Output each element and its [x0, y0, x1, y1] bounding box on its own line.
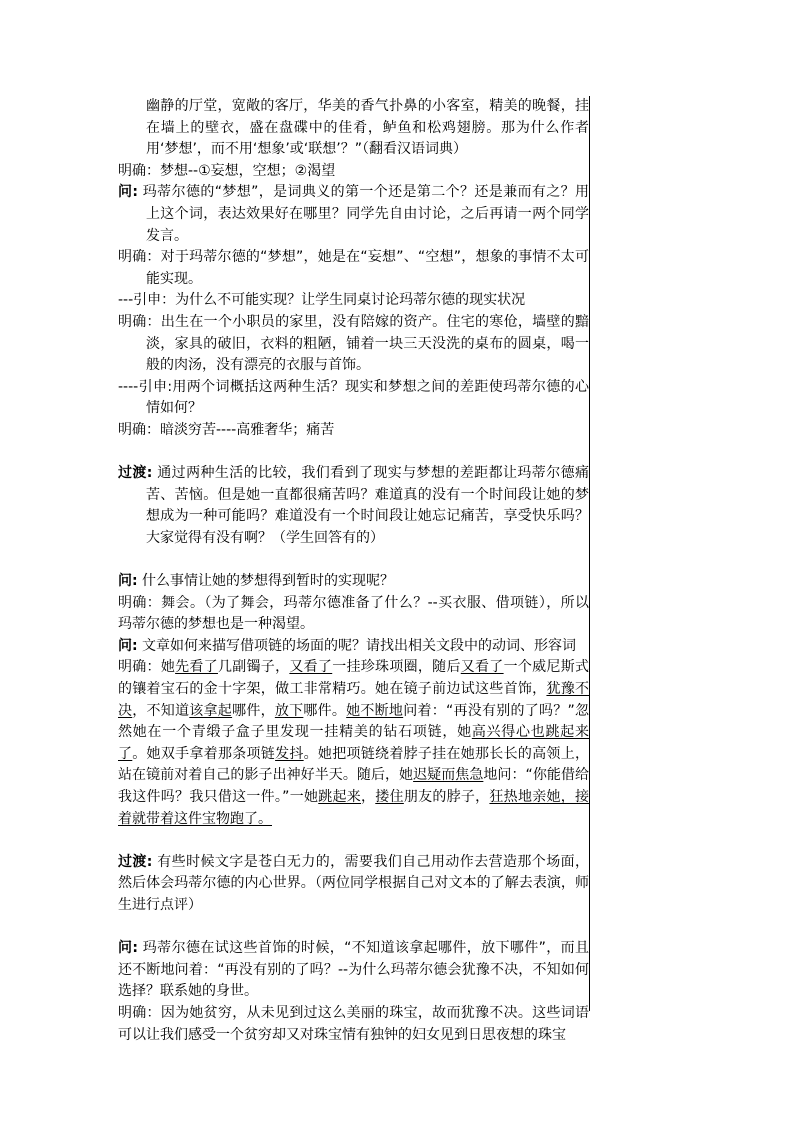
- paragraph-question-realization: [118, 571, 589, 593]
- paragraph-question-dream: [118, 182, 589, 247]
- question-text: 玛蒂尔德的“梦想”，是词典义的第一个还是第二个？还是兼而有之？用上这个词，表达效果好在哪里？同学先自由讨论，之后再请一两个同学发言。: [137, 184, 589, 244]
- underlined-verb: 高兴得心也跳起来了: [118, 724, 590, 762]
- paragraph-answer-necklace-scene: [118, 657, 589, 830]
- paragraph-answer-dream: 明确：对于玛蒂尔德的“梦想”，她是在“妄想”、“空想”，想象的事情不太可能实现。: [118, 249, 589, 287]
- underlined-verb: 又看了: [289, 659, 333, 676]
- answer-text: 明确：她: [118, 659, 176, 676]
- underlined-verb: 跳起来: [318, 789, 362, 805]
- blank-line: [118, 830, 589, 852]
- underlined-verb: 该拿起: [189, 702, 233, 719]
- underlined-verb: 放下: [274, 702, 304, 719]
- paragraph-question-hesitation: [118, 938, 589, 1003]
- answer-text: 朋友的脖子，: [403, 789, 490, 805]
- answer-text: 哪件，: [232, 702, 275, 719]
- question-label: 问:: [118, 637, 138, 654]
- paragraph-extension-two-lives: ----引申:用两个词概括这两种生活？现实和梦想之间的差距使玛蒂尔德的心情如何？: [118, 378, 589, 417]
- underlined-verb: 搂住: [375, 789, 404, 805]
- paragraph-answer-two-lives: 明确：暗淡穷苦----高雅奢华；痛苦: [118, 421, 335, 438]
- transition-label: 过渡:: [118, 465, 153, 482]
- answer-text: 。她双手拿着那条项链: [132, 745, 276, 762]
- paragraph-quote-continuation: 幽静的厅堂，宽敞的客厅，华美的香气扑鼻的小客室，精美的晚餐，挂在墙上的壁衣，盛在盘碟中的佳肴，鲈鱼和松鸡翅膀。那为什么作者用‘梦想’，而不用‘想象’或‘联想’？”（翻看汉语词典）: [146, 98, 589, 158]
- underlined-verb: 犹豫不决: [118, 681, 589, 719]
- question-text: 什么事情让她的梦想得到暂时的实现呢？: [137, 573, 395, 590]
- question-text: 文章如何来描写借项链的场面的呢？请找出相关文段中的动词、形容词: [137, 637, 577, 654]
- question-label: 问:: [118, 940, 138, 957]
- question-label: 问:: [118, 573, 138, 590]
- blank-line: [118, 549, 589, 571]
- underlined-verb: 她不断地: [346, 702, 404, 719]
- document-page: [118, 96, 590, 1043]
- paragraph-answer-hesitation: 明确：因为她贫穷，从未见到过这么美丽的珠宝，故而犹豫不决。这些词语可以让我们感受一个贫穷却又对珠宝情有独钟的妇女见到日思夜想的珠宝: [118, 1004, 589, 1043]
- paragraph-transition-comparison: [118, 463, 589, 549]
- transition-text: 通过两种生活的比较，我们看到了现实与梦想的差距都让玛蒂尔德痛苦、苦恼。但是她一直都很痛苦吗？难道真的没有一个时间段让她的梦想成为一种可能吗？难道没有一个时间段让她忘记痛苦，享受快乐吗？大家觉得有没有啊？（学生回答有的）: [146, 465, 589, 546]
- paragraph-question-necklace-scene: [118, 636, 589, 658]
- paragraph-answer-ball: 明确：舞会。（为了舞会，玛蒂尔德准备了什么？--买衣服、借项链），所以玛蒂尔德的梦想也是一种渴望。: [118, 594, 589, 633]
- underlined-verb: 又看了: [460, 659, 504, 676]
- answer-text: ，不知道: [132, 702, 190, 719]
- answer-text: 一挂珍珠项圈，随后: [332, 659, 461, 676]
- blank-line: [118, 442, 589, 464]
- underlined-verb: 发抖: [275, 745, 304, 762]
- transition-text: 有些时候文字是苍白无力的，需要我们自己用动作去营造那个场面，然后体会玛蒂尔德的内心世界。（两位同学根据自己对文本的了解去表演，师生进行点评）: [118, 853, 589, 913]
- underlined-verb: 迟疑而焦急: [413, 767, 484, 784]
- answer-text: 哪件。: [303, 702, 347, 719]
- answer-text: 几副镯子，: [217, 659, 290, 676]
- question-text: 玛蒂尔德在试这些首饰的时候，“不知道该拿起哪件，放下哪件”，而且还不断地问着：“再没有别的了吗？--为什么玛蒂尔德会犹豫不决，不知如何选择？联系她的身世。: [118, 940, 589, 1000]
- answer-text: 。她把项链绕着脖子挂在她那长长的高领上，站在镜前对着自己的影子出神好半天。随后，她: [118, 745, 589, 784]
- answer-text: 一个威尼斯式的镶着宝石的金十字架，做工非常精巧。她在镜子前边试这些首饰，: [118, 659, 589, 698]
- paragraph-answer-dream-meaning: 明确：梦想--①妄想，空想；②渴望: [118, 162, 336, 179]
- paragraph-answer-reality: 明确：出生在一个小职员的家里，没有陪嫁的资产。住宅的寒伧，墙壁的黯淡，家具的破旧，衣料的粗陋，铺着一块三天没洗的桌布的圆桌，喝一般的肉汤，没有漂亮的衣服与首饰。: [118, 313, 589, 374]
- underlined-verb: 先看了: [175, 659, 218, 676]
- blank-line: [118, 917, 589, 939]
- paragraph-transition-performance: [118, 852, 589, 917]
- answer-text: 地问：“你能借给我这件吗？我只借这一件。”一她: [118, 767, 589, 805]
- answer-text: 问着：“再没有别的了吗？”忽然她在一个青缎子盒子里发现一挂精美的钻石项链，她: [118, 702, 590, 741]
- question-label: 问:: [118, 184, 138, 201]
- transition-label: 过渡:: [118, 853, 153, 870]
- paragraph-extension-reality: ---引申：为什么不可能实现？让学生同桌讨论玛蒂尔德的现实状况: [118, 292, 526, 309]
- underlined-verb: 狂热地亲她，接着就带着这件宝物跑了。: [118, 789, 590, 827]
- answer-text: ，: [361, 789, 376, 805]
